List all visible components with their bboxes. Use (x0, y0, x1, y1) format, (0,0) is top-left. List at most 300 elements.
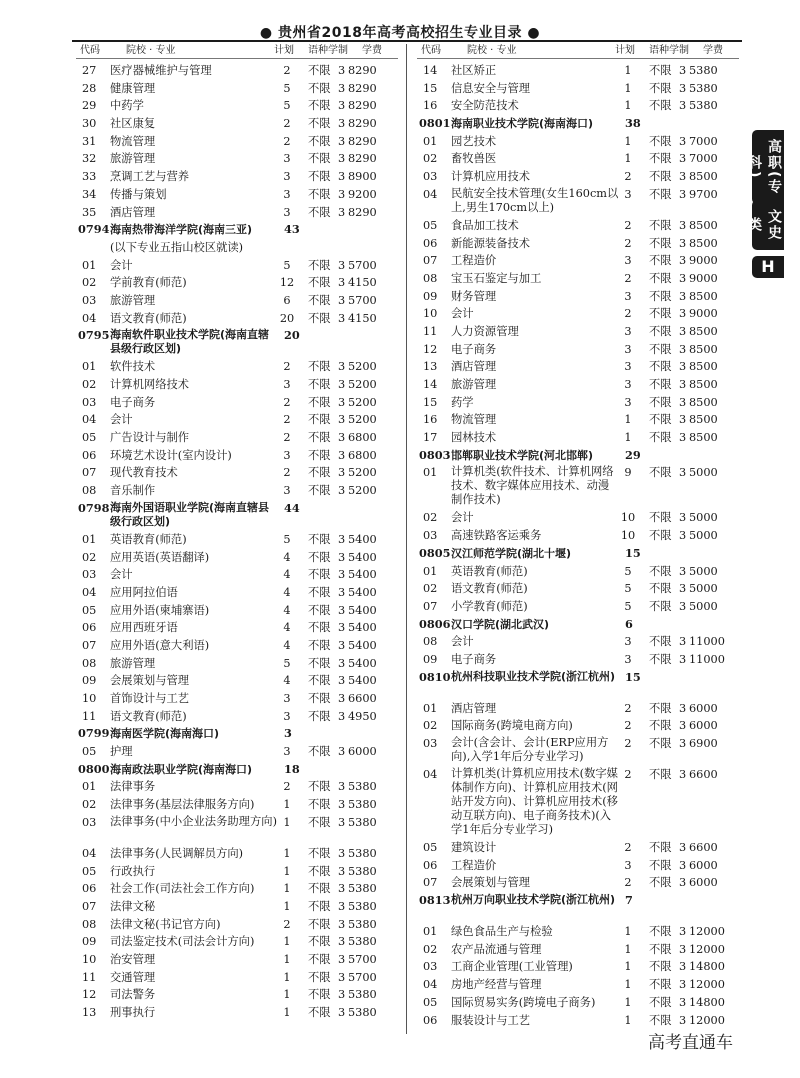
cell-code: 0799 (78, 726, 110, 741)
cell-fee: 5000 (689, 511, 718, 525)
cell-plan: 9 (624, 466, 632, 480)
table-row (417, 598, 739, 616)
cell-name: 会展策划与管理 (451, 876, 531, 890)
cell-dur: 3 (338, 692, 346, 705)
cell-dur: 3 (338, 99, 346, 113)
cell-plan: 1 (624, 1013, 632, 1027)
cell-lang: 不限 (649, 360, 672, 374)
cell-dur: 3 (679, 841, 687, 854)
cell-name: 健康管理 (110, 81, 156, 95)
cell-plan: 3 (283, 692, 291, 705)
cell-name: 英语教育(师范) (110, 532, 187, 546)
cell-plan: 3 (624, 652, 632, 666)
cell-fee: 5380 (689, 64, 718, 77)
cell-fee: 6600 (689, 841, 718, 854)
cell-plan: 4 (283, 674, 291, 688)
cell-lang: 不限 (308, 311, 331, 325)
table-row (417, 580, 739, 598)
cell-plan: 44 (284, 500, 300, 515)
cell-name: 旅游管理 (451, 378, 497, 391)
cell-lang: 不限 (308, 846, 331, 860)
cell-dur: 3 (679, 942, 687, 956)
cell-dur: 3 (338, 378, 346, 391)
cell-lang: 不限 (649, 378, 672, 391)
cell-lang: 不限 (308, 395, 331, 409)
cell-dur: 3 (679, 307, 687, 321)
table-row (417, 923, 739, 941)
cell-dur: 3 (679, 995, 687, 1009)
cell-fee: 8290 (348, 64, 377, 77)
cell-name: 计算机类(计算机应用技术(数字媒体制作方向)、计算机应用技术(网站开发方向)、计算机应用技术(移动互联方向)、电子商务技术)(入学1年后分专业学习) (451, 767, 618, 836)
cell-plan: 5 (283, 99, 291, 113)
header-fee: 学费 (703, 45, 723, 56)
cell-fee: 5000 (689, 582, 718, 596)
table-row (417, 527, 739, 545)
cell-code: 13 (82, 1006, 97, 1019)
cell-dur: 3 (338, 935, 346, 949)
cell-fee: 5200 (348, 360, 377, 374)
cell-fee: 5380 (348, 780, 377, 794)
cell-lang: 不限 (308, 603, 331, 617)
cell-lang: 不限 (308, 99, 331, 113)
cell-plan: 2 (624, 768, 632, 781)
cell-code: 04 (82, 413, 97, 427)
table-row (417, 766, 739, 839)
table-row (417, 62, 739, 80)
table-row (417, 857, 739, 875)
cell-plan: 2 (283, 117, 291, 131)
cell-fee: 5200 (348, 413, 377, 427)
cell-dur: 3 (338, 187, 346, 201)
table-row (76, 411, 398, 429)
cell-code: 01 (82, 360, 97, 374)
cell-code: 10 (82, 692, 97, 705)
cell-fee: 5380 (348, 899, 377, 913)
cell-dur: 3 (679, 960, 687, 974)
table-row (417, 717, 739, 735)
cell-dur: 3 (338, 798, 346, 812)
cell-name: 司法警务 (110, 988, 156, 1002)
cell-code: 29 (82, 99, 97, 113)
cell-name: 应用西班牙语 (110, 621, 178, 635)
cell-dur: 3 (679, 737, 687, 750)
school-row (76, 221, 398, 239)
cell-code: 0794 (78, 222, 110, 237)
cell-name: 护理 (110, 745, 133, 759)
cell-plan: 1 (624, 413, 632, 427)
cell-name: 应用外语(意大利语) (110, 638, 210, 652)
cell-fee: 14800 (689, 995, 725, 1009)
table-row (417, 411, 739, 429)
cell-dur: 3 (679, 64, 687, 77)
cell-name: 应用阿拉伯语 (110, 585, 178, 599)
cell-code: 0795 (78, 328, 110, 343)
cell-code: 0800 (78, 761, 110, 776)
cell-plan: 2 (624, 170, 632, 184)
cell-fee: 8290 (348, 117, 377, 131)
column-divider (406, 44, 407, 1034)
cell-fee: 5700 (348, 952, 377, 966)
cell-code: 06 (423, 1013, 438, 1027)
cell-dur: 3 (338, 64, 346, 77)
cell-plan: 3 (283, 378, 291, 391)
cell-code: 07 (423, 599, 438, 613)
cell-code: 06 (82, 448, 97, 462)
cell-name: 中药学 (110, 99, 144, 113)
cell-name: 园艺技术 (451, 134, 497, 148)
cell-lang: 不限 (308, 532, 331, 546)
cell-lang: 不限 (308, 170, 331, 184)
cell-lang: 不限 (308, 638, 331, 652)
cell-dur: 3 (679, 324, 687, 338)
cell-plan: 2 (283, 413, 291, 427)
cell-plan: 1 (624, 960, 632, 974)
cell-name: 园林技术 (451, 431, 497, 445)
cell-code: 05 (82, 603, 97, 617)
cell-dur: 3 (338, 1006, 346, 1019)
cell-code: 07 (423, 254, 438, 268)
cell-plan: 20 (279, 311, 295, 325)
cell-fee: 4950 (348, 709, 377, 723)
table-row (76, 916, 398, 934)
cell-plan: 2 (283, 431, 291, 445)
table-row (417, 651, 739, 669)
table-row (76, 655, 398, 673)
cell-fee: 5380 (348, 917, 377, 931)
cell-lang: 不限 (649, 960, 672, 974)
table-row (76, 898, 398, 916)
cell-code: 0813 (419, 893, 451, 908)
cell-code: 03 (82, 293, 97, 307)
cell-plan: 5 (624, 564, 632, 578)
cell-plan: 1 (624, 81, 632, 95)
cell-dur: 3 (338, 603, 346, 617)
cell-plan: 5 (283, 258, 291, 272)
cell-lang: 不限 (308, 1006, 331, 1019)
cell-fee: 6800 (348, 448, 377, 462)
cell-dur: 3 (338, 988, 346, 1002)
cell-fee: 6000 (689, 719, 718, 733)
cell-fee: 5380 (348, 1006, 377, 1019)
table-row (76, 115, 398, 133)
cell-code: 13 (423, 360, 438, 374)
table-row (76, 619, 398, 637)
cell-dur: 3 (679, 81, 687, 95)
cell-lang: 不限 (649, 1013, 672, 1027)
cell-name: 信息安全与管理 (451, 81, 531, 95)
cell-name: 会计 (451, 511, 474, 525)
cell-plan: 3 (624, 635, 632, 649)
cell-lang: 不限 (308, 484, 331, 498)
cell-plan: 2 (283, 395, 291, 409)
cell-name: 计算机应用技术 (451, 170, 531, 184)
cell-fee: 11000 (689, 635, 725, 649)
cell-fee: 12000 (689, 942, 725, 956)
table-row (417, 341, 739, 359)
table-row (76, 986, 398, 1004)
cell-fee: 4150 (348, 311, 377, 325)
cell-name: 社会工作(司法社会工作方向) (110, 882, 255, 896)
cell-lang: 不限 (649, 413, 672, 427)
cell-plan: 3 (624, 254, 632, 268)
cell-lang: 不限 (308, 674, 331, 688)
table-row (417, 323, 739, 341)
cell-lang: 不限 (308, 935, 331, 949)
cell-dur: 3 (679, 876, 687, 890)
cell-name: 杭州科技职业技术学院(浙江杭州) (451, 669, 616, 683)
cell-name: 社区康复 (110, 117, 156, 131)
table-row (417, 150, 739, 168)
cell-dur: 3 (679, 858, 687, 872)
cell-dur: 3 (679, 582, 687, 596)
table-row (417, 394, 739, 412)
table-row (76, 292, 398, 310)
cell-code: 02 (82, 798, 97, 812)
cell-plan: 2 (624, 719, 632, 733)
cell-fee: 5000 (689, 564, 718, 578)
cell-code: 01 (423, 564, 438, 578)
cell-plan: 2 (283, 64, 291, 77)
cell-name: 旅游管理 (110, 152, 156, 166)
table-row (76, 531, 398, 549)
right-column (417, 44, 739, 1034)
cell-lang: 不限 (308, 360, 331, 374)
cell-code: 01 (423, 466, 438, 480)
table-row (76, 672, 398, 690)
table-row (76, 150, 398, 168)
table-row (76, 708, 398, 726)
cell-dur: 3 (338, 550, 346, 564)
cell-code: 02 (423, 582, 438, 596)
cell-plan: 1 (283, 864, 291, 878)
table-row (76, 97, 398, 115)
cell-name: 服装设计与工艺 (451, 1013, 531, 1027)
cell-plan: 1 (624, 925, 632, 939)
cell-name: 海南职业技术学院(海南海口) (451, 117, 594, 131)
cell-name: 酒店管理 (451, 360, 497, 374)
cell-code: 01 (82, 258, 97, 272)
school-row (417, 669, 739, 700)
table-row (76, 566, 398, 584)
cell-plan: 1 (283, 815, 291, 829)
cell-fee: 8290 (348, 99, 377, 113)
cell-name: 传播与策划 (110, 187, 167, 201)
cell-lang: 不限 (308, 621, 331, 635)
cell-code: 02 (423, 719, 438, 733)
cell-name: 会计(含会计、会计(ERP应用方向),入学1年后分专业学习) (451, 736, 609, 763)
cell-code: 15 (423, 395, 438, 409)
cell-plan: 3 (624, 187, 632, 201)
cell-lang: 不限 (649, 64, 672, 77)
cell-dur: 3 (338, 780, 346, 794)
cell-lang: 不限 (308, 815, 331, 829)
cell-dur: 3 (338, 170, 346, 184)
cell-code: 04 (82, 846, 97, 860)
school-row (76, 327, 398, 358)
table-row (76, 376, 398, 394)
cell-name: 法律文秘(书记官方向) (110, 917, 221, 931)
cell-code: 07 (423, 876, 438, 890)
cell-code: 06 (82, 882, 97, 896)
cell-fee: 5400 (348, 603, 377, 617)
cell-code: 17 (423, 431, 438, 445)
page-title: ● 贵州省2018年高考高校招生专业目录 ● (259, 25, 541, 41)
cell-fee: 9200 (348, 187, 377, 201)
cell-fee: 5380 (348, 846, 377, 860)
cell-plan: 1 (283, 846, 291, 860)
cell-code: 05 (82, 864, 97, 878)
cell-code: 05 (423, 995, 438, 1009)
cell-plan: 6 (283, 293, 291, 307)
cell-lang: 不限 (649, 876, 672, 890)
cell-plan: 1 (283, 1006, 291, 1019)
cell-lang: 不限 (649, 431, 672, 445)
cell-dur: 3 (679, 342, 687, 356)
cell-fee: 8500 (689, 342, 718, 356)
cell-code: 32 (82, 152, 97, 166)
cell-lang: 不限 (308, 970, 331, 984)
cell-lang: 不限 (649, 187, 672, 201)
cell-lang: 不限 (649, 254, 672, 268)
cell-plan: 1 (283, 798, 291, 812)
cell-plan: 1 (624, 134, 632, 148)
cell-lang: 不限 (649, 529, 672, 543)
cell-code: 11 (423, 324, 438, 338)
table-row (76, 549, 398, 567)
table-row (417, 429, 739, 447)
cell-code: 05 (82, 431, 97, 445)
cell-lang: 不限 (308, 117, 331, 131)
cell-dur: 3 (338, 484, 346, 498)
cell-plan: 2 (283, 466, 291, 480)
header-rule (72, 40, 742, 42)
cell-name: 汉口学院(湖北武汉) (451, 617, 550, 631)
cell-code: 08 (82, 917, 97, 931)
cell-lang: 不限 (649, 307, 672, 321)
cell-plan: 1 (283, 899, 291, 913)
cell-lang: 不限 (308, 656, 331, 670)
table-row (417, 839, 739, 857)
cell-dur: 3 (679, 187, 687, 201)
cell-dur: 3 (679, 218, 687, 232)
cell-name: 医疗器械维护与管理 (110, 64, 212, 77)
table-row (417, 563, 739, 581)
cell-code: 07 (82, 466, 97, 480)
cell-lang: 不限 (649, 236, 672, 250)
cell-fee: 8290 (348, 81, 377, 95)
table-row (76, 133, 398, 151)
table-row (417, 376, 739, 394)
cell-fee: 5000 (689, 599, 718, 613)
table-row (417, 305, 739, 323)
cell-name: 食品加工技术 (451, 218, 519, 232)
column-header (76, 44, 398, 59)
table-row (417, 958, 739, 976)
cell-name: 广告设计与制作 (110, 431, 190, 445)
cell-dur: 3 (679, 719, 687, 733)
cell-code: 11 (82, 970, 97, 984)
cell-code: 09 (82, 935, 97, 949)
cell-dur: 3 (338, 899, 346, 913)
cell-name: (以下专业五指山校区就读) (110, 240, 244, 254)
note-row (76, 239, 398, 257)
cell-fee: 5380 (348, 988, 377, 1002)
cell-name: 宝玉石鉴定与加工 (451, 271, 542, 285)
cell-code: 06 (82, 621, 97, 635)
cell-lang: 不限 (308, 276, 331, 290)
cell-lang: 不限 (649, 564, 672, 578)
cell-name: 语文教育(师范) (451, 582, 528, 596)
cell-plan: 3 (284, 726, 292, 741)
cell-lang: 不限 (649, 599, 672, 613)
cell-lang: 不限 (649, 768, 672, 781)
cell-dur: 3 (338, 745, 346, 759)
cell-plan: 1 (283, 988, 291, 1002)
cell-code: 03 (423, 529, 438, 543)
cell-fee: 8500 (689, 218, 718, 232)
cell-lang: 不限 (649, 466, 672, 480)
cell-name: 法律事务(人民调解员方向) (110, 846, 244, 860)
cell-plan: 2 (624, 218, 632, 232)
cell-code: 04 (82, 311, 97, 325)
cell-dur: 3 (679, 599, 687, 613)
cell-fee: 6000 (689, 876, 718, 890)
cell-dur: 3 (338, 360, 346, 374)
cell-name: 药学 (451, 395, 474, 409)
cell-plan: 4 (283, 585, 291, 599)
cell-plan: 43 (284, 222, 300, 237)
cell-dur: 3 (679, 466, 687, 480)
table-row (76, 62, 398, 80)
cell-code: 33 (82, 170, 97, 184)
cell-name: 建筑设计 (451, 841, 497, 854)
cell-dur: 3 (338, 568, 346, 582)
cell-name: 首饰设计与工艺 (110, 692, 190, 705)
cell-code: 0810 (419, 669, 451, 684)
cell-code: 04 (423, 978, 438, 992)
cell-plan: 2 (624, 737, 632, 750)
table-row (76, 482, 398, 500)
cell-fee: 5200 (348, 378, 377, 391)
school-row (417, 616, 739, 634)
cell-plan: 3 (624, 360, 632, 374)
table-row (76, 274, 398, 292)
cell-plan: 3 (283, 484, 291, 498)
cell-dur: 3 (679, 635, 687, 649)
cell-plan: 7 (625, 893, 633, 908)
cell-lang: 不限 (649, 858, 672, 872)
table-row (417, 168, 739, 186)
header-fee: 学费 (362, 45, 382, 56)
cell-lang: 不限 (649, 342, 672, 356)
table-row (76, 814, 398, 845)
cell-plan: 1 (283, 882, 291, 896)
cell-lang: 不限 (308, 134, 331, 148)
cell-code: 02 (82, 378, 97, 391)
table-row (417, 217, 739, 235)
cell-name: 酒店管理 (451, 701, 497, 715)
cell-fee: 8500 (689, 431, 718, 445)
cell-dur: 3 (338, 276, 346, 290)
cell-dur: 3 (338, 846, 346, 860)
cell-dur: 3 (338, 448, 346, 462)
cell-dur: 3 (679, 289, 687, 303)
cell-code: 05 (423, 841, 438, 854)
table-row (76, 880, 398, 898)
cell-name: 计算机类(软件技术、计算机网络技术、数字媒体应用技术、动漫制作技术) (451, 465, 614, 507)
cell-lang: 不限 (649, 81, 672, 95)
cell-lang: 不限 (308, 431, 331, 445)
